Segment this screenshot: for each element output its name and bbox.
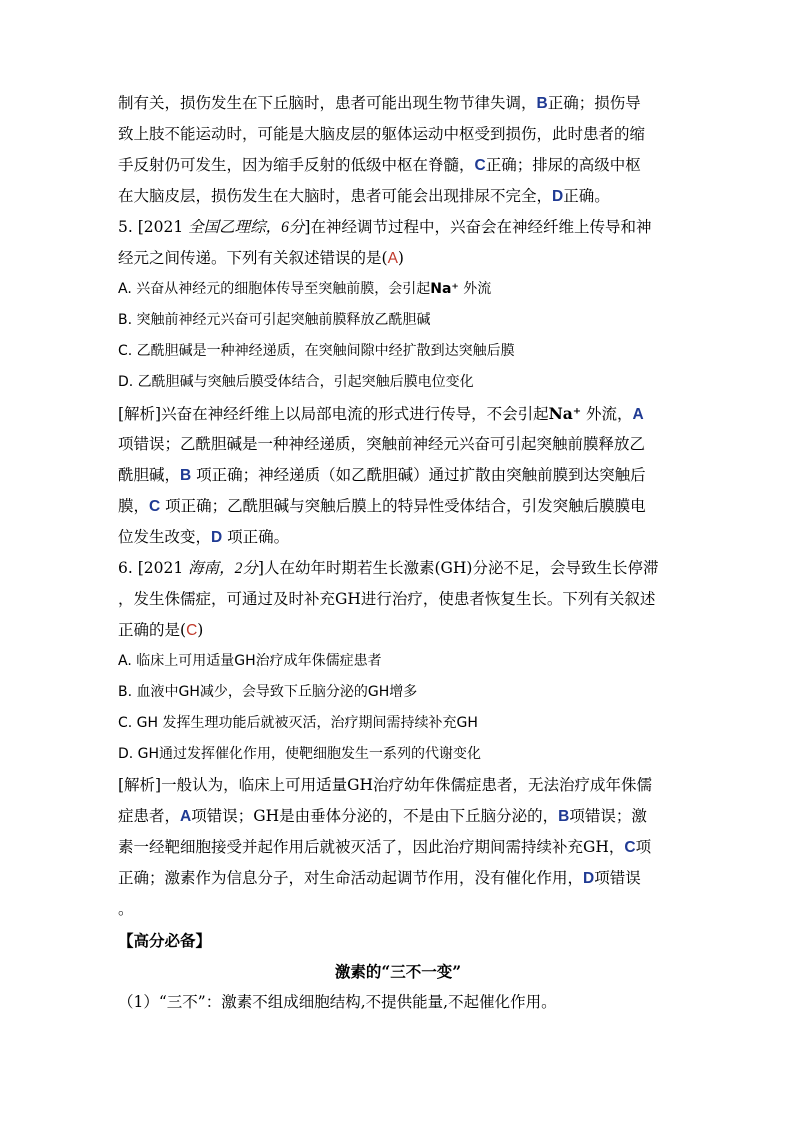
option-d: D. 乙酰胆碱与突触后膜受体结合，引起突触后膜电位变化 xyxy=(118,374,474,390)
option-a: A. 兴奋从神经元的细胞体传导至突触前膜，会引起Na⁺ 外流 xyxy=(118,281,492,297)
question-6-stem: ，发生侏儒症，可通过及时补充GH进行治疗，使患者恢复生长。下列有关叙述 xyxy=(118,590,656,608)
explanation-line: 项错误；乙酰胆碱是一种神经递质，突触前神经元兴奋可引起突触前膜释放乙 xyxy=(118,435,646,453)
text-line: 制有关，损伤发生在下丘脑时，患者可能出现生物节律失调，B正确；损伤导 xyxy=(118,94,641,112)
option-c: C. GH 发挥生理功能后就被灭活，治疗期间需持续补充GH xyxy=(118,715,478,731)
option-a: A. 临床上可用适量GH治疗成年侏儒症患者 xyxy=(118,653,382,669)
text-line: 致上肢不能运动时，可能是大脑皮层的躯体运动中枢受到损伤，此时患者的缩 xyxy=(118,125,646,143)
option-c: C. 乙酰胆碱是一种神经递质，在突触间隙中经扩散到达突触后膜 xyxy=(118,343,515,359)
question-5-stem: 5. [2021 全国乙理综，6分]在神经调节过程中，兴奋会在神经纤维上传导和神 xyxy=(118,218,652,236)
answer-letter: C xyxy=(186,622,198,639)
explanation-line: 。 xyxy=(118,900,134,918)
text-line: 手反射仍可发生，因为缩手反射的低级中枢在脊髓，C正确；排尿的高级中枢 xyxy=(118,156,641,174)
explanation-line: 素一经靶细胞接受并起作用后就被灭活了，因此治疗期间需持续补充GH，C项 xyxy=(118,838,652,856)
explanation-line: 位发生改变，D 项正确。 xyxy=(118,528,290,546)
explanation-line: 症患者，A项错误；GH是由垂体分泌的，不是由下丘脑分泌的，B项错误；激 xyxy=(118,807,647,825)
question-6-stem: 6. [2021 海南，2分]人在幼年时期若生长激素(GH)分泌不足，会导致生长停滞 xyxy=(118,559,659,577)
option-b: B. 血液中GH减少，会导致下丘脑分泌的GH增多 xyxy=(118,684,418,700)
question-6-stem: 正确的是(C) xyxy=(118,621,204,639)
explanation-line: 酰胆碱，B 项正确；神经递质（如乙酰胆碱）通过扩散由突触前膜到达突触后 xyxy=(118,466,646,484)
explanation-line: 正确；激素作为信息分子，对生命活动起调节作用，没有催化作用，D项错误 xyxy=(118,869,641,887)
section-item: （1）“三不”：激素不组成细胞结构,不提供能量,不起催化作用。 xyxy=(118,993,557,1011)
explanation-line: 膜，C 项正确；乙酰胆碱与突触后膜上的特异性受体结合，引发突触后膜膜电 xyxy=(118,497,646,515)
option-b: B. 突触前神经元兴奋可引起突触前膜释放乙酰胆碱 xyxy=(118,312,431,328)
option-d: D. GH通过发挥催化作用，使靶细胞发生一系列的代谢变化 xyxy=(118,746,482,762)
answer-letter: A xyxy=(387,250,398,267)
section-title: 激素的“三不一变” xyxy=(334,962,462,981)
explanation-line: [解析]兴奋在神经纤维上以局部电流的形式进行传导，不会引起Na⁺ 外流，A xyxy=(118,404,644,423)
document-page xyxy=(118,88,678,1018)
explanation-line: [解析]一般认为，临床上可用适量GH治疗幼年侏儒症患者，无法治疗成年侏儒 xyxy=(118,776,652,794)
section-heading: 【高分必备】 xyxy=(118,931,212,950)
text-line: 在大脑皮层，损伤发生在大脑时，患者可能会出现排尿不完全，D正确。 xyxy=(118,187,610,205)
question-5-stem: 经元之间传递。下列有关叙述错误的是(A) xyxy=(118,249,404,267)
